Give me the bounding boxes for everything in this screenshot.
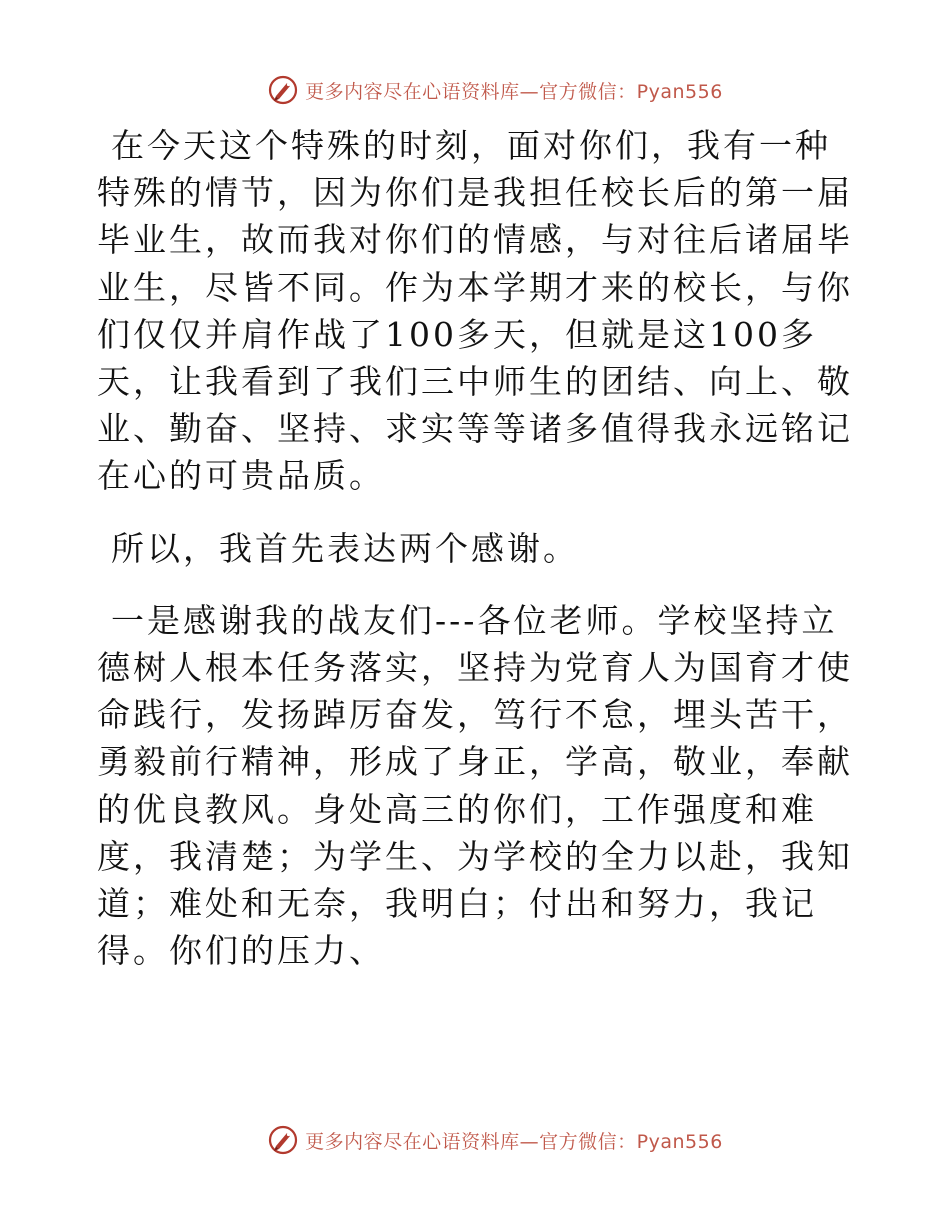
document-body xyxy=(97,122,857,974)
footer-banner xyxy=(0,1120,950,1160)
pen-logo-icon xyxy=(267,74,299,106)
paragraph-2: 所以，我首先表达两个感谢。 xyxy=(111,528,579,568)
header-banner-text: 更多内容尽在心语资料库—官方微信：Pyan556 xyxy=(305,80,723,103)
header-banner xyxy=(0,70,950,110)
paragraph-3: 一是感谢我的战友们---各位老师。学校坚持立德树人根本任务落实，坚持为党育人为国育才使命践行，发扬踔厉奋发，笃行不怠，埋头苦干，勇毅前行精神，形成了身正，学高，敬业，奉献的优良教风。身处高三的你们，工作强度和难度，我清楚；为学生、为学校的全力以赴，我知道；难处和无奈，我明白；付出和努力，我记得。你们的压力、 xyxy=(97,600,853,971)
footer-banner-text: 更多内容尽在心语资料库—官方微信：Pyan556 xyxy=(305,1130,723,1153)
paragraph-1: 在今天这个特殊的时刻，面对你们，我有一种特殊的情节，因为你们是我担任校长后的第一届毕业生，故而我对你们的情感，与对往后诸届毕业生，尽皆不同。作为本学期才来的校长，与你们仅仅并肩作战了100多天，但就是这100多天，让我看到了我们三中师生的团结、向上、敬业、勤奋、坚持、求实等等诸多值得我永远铭记在心的可贵品质。 xyxy=(97,126,853,496)
pen-logo-icon xyxy=(267,1124,299,1156)
header-banner-inner xyxy=(267,74,723,106)
footer-banner-inner xyxy=(267,1124,723,1156)
